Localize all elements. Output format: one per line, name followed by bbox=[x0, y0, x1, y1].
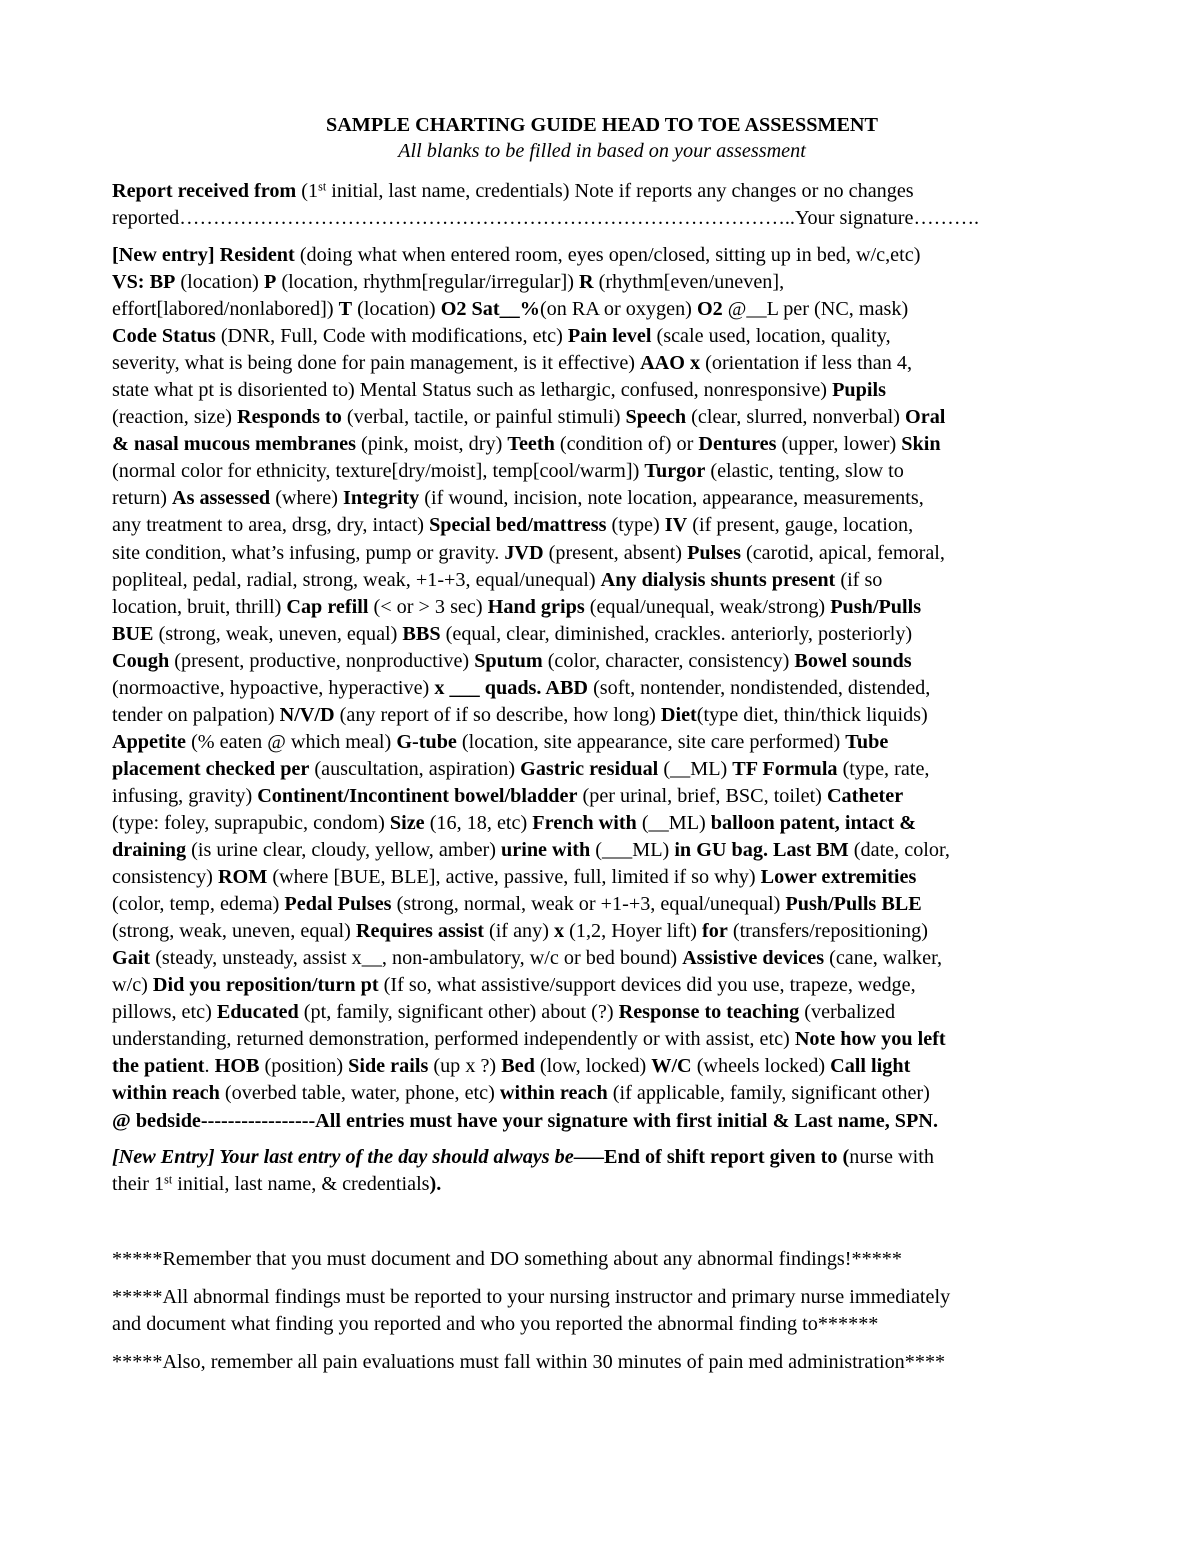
text-run: (normoactive, hypoactive, hyperactive) bbox=[112, 676, 435, 699]
text-line bbox=[112, 350, 1092, 377]
text-run: popliteal, pedal, radial, strong, weak, +1-+3, equal/unequal) bbox=[112, 568, 601, 591]
bold-text: Hand grips bbox=[487, 595, 585, 618]
text-run: (type: foley, suprapubic, condom) bbox=[112, 811, 390, 834]
text-line bbox=[112, 972, 1092, 999]
text-run: (doing what when entered room, eyes open/closed, sitting up in bed, w/c,etc) bbox=[294, 244, 921, 266]
bold-text: N/V/D bbox=[279, 703, 335, 726]
text-run: (present, productive, nonproductive) bbox=[169, 649, 475, 672]
text-run: (if wound, incision, note location, appearance, measurements, bbox=[419, 487, 924, 510]
text-run: initial, last name, credentials) Note if reports any changes or no changes bbox=[326, 180, 914, 202]
text-run: understanding, returned demonstration, performed independently or with assist, etc) bbox=[112, 1028, 795, 1051]
text-run: (location, rhythm[regular/irregular]) bbox=[276, 271, 579, 294]
text-run: consistency) bbox=[112, 866, 218, 889]
text-line bbox=[112, 864, 1092, 891]
bold-text: Gait bbox=[112, 947, 151, 970]
text-line bbox=[112, 702, 1092, 729]
text-line bbox=[112, 1108, 1092, 1135]
bold-text: R bbox=[578, 271, 594, 294]
text-run: (< or > 3 sec) bbox=[368, 595, 488, 618]
text-run: (if applicable, family, significant other) bbox=[607, 1082, 930, 1105]
text-run: (scale used, location, quality, bbox=[651, 325, 891, 348]
text-run: (condition of) or bbox=[554, 433, 699, 456]
text-line bbox=[112, 485, 1092, 512]
bold-text: Requires assist bbox=[355, 920, 484, 943]
superscript-text: st bbox=[318, 179, 327, 194]
text-run: (if present, gauge, location, bbox=[687, 514, 914, 537]
reminder-pain-evaluation bbox=[112, 1349, 1092, 1376]
text-line bbox=[112, 540, 1092, 567]
text-line bbox=[112, 404, 1092, 431]
text-run: tender on palpation) bbox=[112, 703, 280, 726]
bold-text: Response to teaching bbox=[618, 1001, 800, 1024]
bold-text: the patient bbox=[112, 1055, 205, 1078]
text-run: initial, last name, & credentials bbox=[172, 1172, 430, 1195]
text-run: (soft, nontender, nondistended, distended, bbox=[588, 676, 931, 699]
bold-text: VS: BP bbox=[112, 271, 176, 294]
main-entry-paragraph bbox=[112, 242, 1092, 1135]
text-run: (up x ?) bbox=[428, 1055, 502, 1078]
bold-text: Call light bbox=[830, 1055, 911, 1078]
text-line bbox=[112, 242, 1092, 269]
text-line bbox=[112, 783, 1092, 810]
bold-text: Appetite bbox=[112, 730, 187, 753]
bold-text: W/C bbox=[651, 1055, 692, 1078]
text-run: site condition, what’s infusing, pump or gravity. bbox=[112, 541, 505, 564]
bold-text: JVD bbox=[504, 541, 544, 564]
bold-text: Oral bbox=[905, 406, 946, 429]
bold-text: Tube bbox=[845, 730, 889, 753]
bold-text: placement checked per bbox=[112, 757, 310, 780]
bold-text: Pulses bbox=[687, 541, 741, 564]
text-run: (wheels locked) bbox=[691, 1055, 831, 1078]
bold-text: AAO x bbox=[640, 352, 701, 375]
text-run: (where) bbox=[270, 487, 343, 510]
text-run: (where [BUE, BLE], active, passive, full, limited if so why) bbox=[267, 866, 761, 889]
bold-text: Push/Pulls BLE bbox=[785, 893, 922, 916]
bold-text: Assistive devices bbox=[682, 947, 825, 970]
bold-text: urine with bbox=[501, 839, 591, 862]
bold-text: Gastric residual bbox=[520, 757, 659, 780]
text-line bbox=[112, 1144, 1092, 1171]
bold-text: Responds to bbox=[236, 406, 342, 429]
text-line bbox=[112, 675, 1092, 702]
bold-text: Code Status bbox=[112, 325, 216, 348]
text-run: @__L per (NC, mask) bbox=[722, 298, 909, 321]
text-run: (% eaten @ which meal) bbox=[186, 730, 397, 753]
text-run: (type, rate, bbox=[837, 757, 930, 780]
reminder-document-abnormal bbox=[112, 1246, 1092, 1273]
text-line bbox=[112, 1080, 1092, 1107]
text-run: (transfers/repositioning) bbox=[727, 920, 928, 943]
text-line bbox=[112, 1284, 1092, 1311]
text-line bbox=[112, 1246, 1092, 1273]
bold-text: Educated bbox=[216, 1001, 299, 1024]
text-run: any treatment to area, drsg, dry, intact) bbox=[112, 514, 430, 537]
bold-text: O2 bbox=[696, 298, 723, 321]
document-title: SAMPLE CHARTING GUIDE HEAD TO TOE ASSESSMENT bbox=[326, 114, 878, 136]
text-line bbox=[112, 512, 1092, 539]
text-run: state what pt is disoriented to) Mental Status such as lethargic, confused, nonresponsive) bbox=[112, 379, 833, 402]
bold-text: Turgor bbox=[644, 460, 706, 483]
bold-text: Lower extremities bbox=[760, 866, 917, 889]
text-run: (__ML) bbox=[658, 757, 733, 780]
text-run: (equal, clear, diminished, crackles. anteriorly, posteriorly) bbox=[440, 622, 913, 645]
text-line bbox=[112, 945, 1092, 972]
text-run: (strong, weak, uneven, equal) bbox=[112, 920, 356, 943]
text-run: (low, locked) bbox=[534, 1055, 652, 1078]
text-run: (any report of if so describe, how long) bbox=[334, 703, 661, 726]
bold-text: HOB bbox=[214, 1055, 260, 1078]
bold-text: –––End of shift report given to ( bbox=[573, 1145, 850, 1168]
text-run: (color, character, consistency) bbox=[542, 649, 795, 672]
text-run: (___ML) bbox=[590, 839, 675, 862]
bold-text: draining bbox=[112, 839, 187, 862]
text-run: return) bbox=[112, 487, 172, 510]
document-page bbox=[112, 112, 1092, 1376]
text-run: *****Also, remember all pain evaluations must fall within 30 minutes of pain med administration**** bbox=[112, 1351, 946, 1374]
bold-text: x ___ quads. ABD bbox=[434, 676, 589, 699]
bold-text: Pedal Pulses bbox=[284, 893, 392, 916]
text-line bbox=[112, 1349, 1092, 1376]
bold-text: BBS bbox=[402, 622, 441, 645]
text-run: (normal color for ethnicity, texture[dry/moist], temp[cool/warm]) bbox=[112, 460, 645, 483]
text-run: (upper, lower) bbox=[776, 433, 902, 456]
text-line bbox=[112, 1053, 1092, 1080]
bold-text: balloon patent, intact & bbox=[710, 811, 917, 834]
text-run: (verbalized bbox=[799, 1001, 896, 1024]
text-run: severity, what is being done for pain management, is it effective) bbox=[112, 352, 641, 375]
text-run: (elastic, tenting, slow to bbox=[705, 460, 904, 483]
text-line bbox=[112, 1026, 1092, 1053]
bold-text: Pain level bbox=[567, 325, 652, 348]
text-line bbox=[112, 756, 1092, 783]
bold-text: [New entry] Resident bbox=[112, 244, 295, 266]
bold-text: BUE bbox=[112, 622, 154, 645]
text-run: (cane, walker, bbox=[824, 947, 943, 970]
text-run: *****All abnormal findings must be reported to your nursing instructor and primary nurse immediately bbox=[112, 1286, 951, 1309]
text-run: (steady, unsteady, assist x__, non-ambulatory, w/c or bed bound) bbox=[150, 947, 683, 970]
text-run: (pink, moist, dry) bbox=[355, 433, 508, 456]
text-run: (if so bbox=[835, 568, 883, 591]
text-run: their 1 bbox=[112, 1172, 165, 1195]
text-line bbox=[112, 205, 1092, 232]
text-line bbox=[112, 810, 1092, 837]
bold-text: French with bbox=[532, 811, 637, 834]
bold-text: Bowel sounds bbox=[794, 649, 912, 672]
text-line bbox=[112, 648, 1092, 675]
text-run: (location) bbox=[352, 298, 441, 321]
text-line bbox=[112, 269, 1092, 296]
bold-text: Report received from bbox=[112, 180, 297, 202]
bold-text: Size bbox=[389, 811, 425, 834]
bold-text: Special bed/mattress bbox=[429, 514, 607, 537]
text-line bbox=[112, 458, 1092, 485]
bold-text: Dentures bbox=[698, 433, 777, 456]
text-line bbox=[112, 918, 1092, 945]
text-run: (per urinal, brief, BSC, toilet) bbox=[577, 784, 827, 807]
text-run: (strong, normal, weak or +1-+3, equal/unequal) bbox=[391, 893, 786, 916]
text-line bbox=[112, 621, 1092, 648]
text-run: (1 bbox=[296, 180, 319, 202]
text-run: (pt, family, significant other) about (?) bbox=[298, 1001, 619, 1024]
bold-text: Diet bbox=[660, 703, 697, 726]
bold-text: within reach bbox=[112, 1082, 220, 1105]
text-run: infusing, gravity) bbox=[112, 784, 258, 807]
text-line bbox=[112, 323, 1092, 350]
bold-text: Cough bbox=[112, 649, 170, 672]
text-run: (present, absent) bbox=[543, 541, 688, 564]
bold-text: [New Entry] Your last entry of the day should always be bbox=[112, 1145, 574, 1168]
report-received-paragraph bbox=[112, 178, 1092, 231]
bold-text: @ bedside-----------------All entries must have your signature with first initial & Last name, SPN. bbox=[112, 1109, 938, 1132]
text-line bbox=[112, 567, 1092, 594]
bold-text: x bbox=[554, 920, 565, 943]
text-line bbox=[112, 296, 1092, 323]
bold-text: Did you reposition/turn pt bbox=[152, 974, 379, 997]
text-run: (clear, slurred, nonverbal) bbox=[686, 406, 906, 429]
text-run: (DNR, Full, Code with modifications, etc) bbox=[215, 325, 568, 348]
text-run: (If so, what assistive/support devices did you use, trapeze, wedge, bbox=[378, 974, 916, 997]
text-run: (carotid, apical, femoral, bbox=[740, 541, 945, 564]
bold-text: Catheter bbox=[826, 784, 904, 807]
bold-text: T bbox=[338, 298, 353, 321]
text-run: (rhythm[even/uneven], bbox=[593, 271, 785, 294]
bold-text: for bbox=[702, 920, 728, 943]
bold-text: Sputum bbox=[474, 649, 543, 672]
text-run: nurse with bbox=[849, 1145, 934, 1168]
text-run: (reaction, size) bbox=[112, 406, 237, 429]
bold-text: Pupils bbox=[832, 379, 886, 402]
bold-text: ). bbox=[429, 1172, 442, 1195]
text-run: (1,2, Hoyer lift) bbox=[564, 920, 703, 943]
text-line bbox=[112, 178, 1092, 205]
superscript-text: st bbox=[164, 1171, 173, 1186]
text-run: and document what finding you reported and who you reported the abnormal finding to****** bbox=[112, 1312, 879, 1335]
text-run: (is urine clear, cloudy, yellow, amber) bbox=[186, 839, 502, 862]
text-run: (verbal, tactile, or painful stimuli) bbox=[341, 406, 626, 429]
bold-text: Note how you left bbox=[794, 1028, 946, 1051]
text-run: (if any) bbox=[483, 920, 554, 943]
text-run: (date, color, bbox=[848, 839, 950, 862]
text-run: pillows, etc) bbox=[112, 1001, 217, 1024]
bold-text: Side rails bbox=[348, 1055, 429, 1078]
text-run: (position) bbox=[259, 1055, 349, 1078]
text-run: (type diet, thin/thick liquids) bbox=[696, 703, 928, 726]
text-line bbox=[112, 837, 1092, 864]
bold-text: As assessed bbox=[171, 487, 271, 510]
text-run: (type) bbox=[606, 514, 665, 537]
text-line bbox=[112, 594, 1092, 621]
text-line bbox=[112, 431, 1092, 458]
text-run: *****Remember that you must document and DO something about any abnormal findings!***** bbox=[112, 1247, 902, 1270]
text-line bbox=[112, 1311, 1092, 1338]
text-run: (16, 18, etc) bbox=[424, 811, 533, 834]
bold-text: Teeth bbox=[507, 433, 555, 456]
text-run: (orientation if less than 4, bbox=[700, 352, 913, 375]
text-run: (equal/unequal, weak/strong) bbox=[584, 595, 831, 618]
text-run: (location) bbox=[175, 271, 264, 294]
document-subtitle: All blanks to be filled in based on your assessment bbox=[398, 140, 806, 162]
bold-text: Skin bbox=[901, 433, 941, 456]
text-line bbox=[112, 729, 1092, 756]
bold-text: Cap refill bbox=[286, 595, 369, 618]
text-run: location, bruit, thrill) bbox=[112, 595, 287, 618]
text-run: (strong, weak, uneven, equal) bbox=[153, 622, 403, 645]
last-entry-paragraph bbox=[112, 1144, 1092, 1198]
text-line bbox=[112, 1171, 1092, 1198]
text-line bbox=[112, 999, 1092, 1026]
bold-text: O2 Sat__% bbox=[440, 298, 540, 321]
bold-text: & nasal mucous membranes bbox=[112, 433, 356, 456]
bold-text: ROM bbox=[217, 866, 268, 889]
text-run: (overbed table, water, phone, etc) bbox=[219, 1082, 500, 1105]
text-run: (location, site appearance, site care performed) bbox=[456, 730, 846, 753]
text-line bbox=[112, 377, 1092, 404]
text-run: (color, temp, edema) bbox=[112, 893, 285, 916]
text-line bbox=[112, 891, 1092, 918]
text-run: reported………………………………………………………………………………..Your signature………. bbox=[112, 206, 980, 229]
bold-text: Bed bbox=[501, 1055, 535, 1078]
reminder-report-abnormal bbox=[112, 1284, 1092, 1337]
text-run: (__ML) bbox=[636, 811, 711, 834]
text-run: (auscultation, aspiration) bbox=[309, 757, 521, 780]
text-run: (on RA or oxygen) bbox=[539, 298, 697, 321]
text-run: . bbox=[204, 1055, 215, 1078]
bold-text: Speech bbox=[625, 406, 687, 429]
bold-text: Integrity bbox=[343, 487, 420, 510]
bold-text: Push/Pulls bbox=[830, 595, 922, 618]
bold-text: G-tube bbox=[396, 730, 457, 753]
bold-text: IV bbox=[664, 514, 688, 537]
bold-text: within reach bbox=[499, 1082, 608, 1105]
bold-text: Continent/Incontinent bowel/bladder bbox=[257, 784, 578, 807]
bold-text: P bbox=[263, 271, 277, 294]
bold-text: TF Formula bbox=[732, 757, 838, 780]
bold-text: in GU bag. Last BM bbox=[674, 839, 849, 862]
bold-text: Any dialysis shunts present bbox=[600, 568, 836, 591]
text-run: effort[labored/nonlabored]) bbox=[112, 298, 339, 321]
text-run: w/c) bbox=[112, 974, 153, 997]
